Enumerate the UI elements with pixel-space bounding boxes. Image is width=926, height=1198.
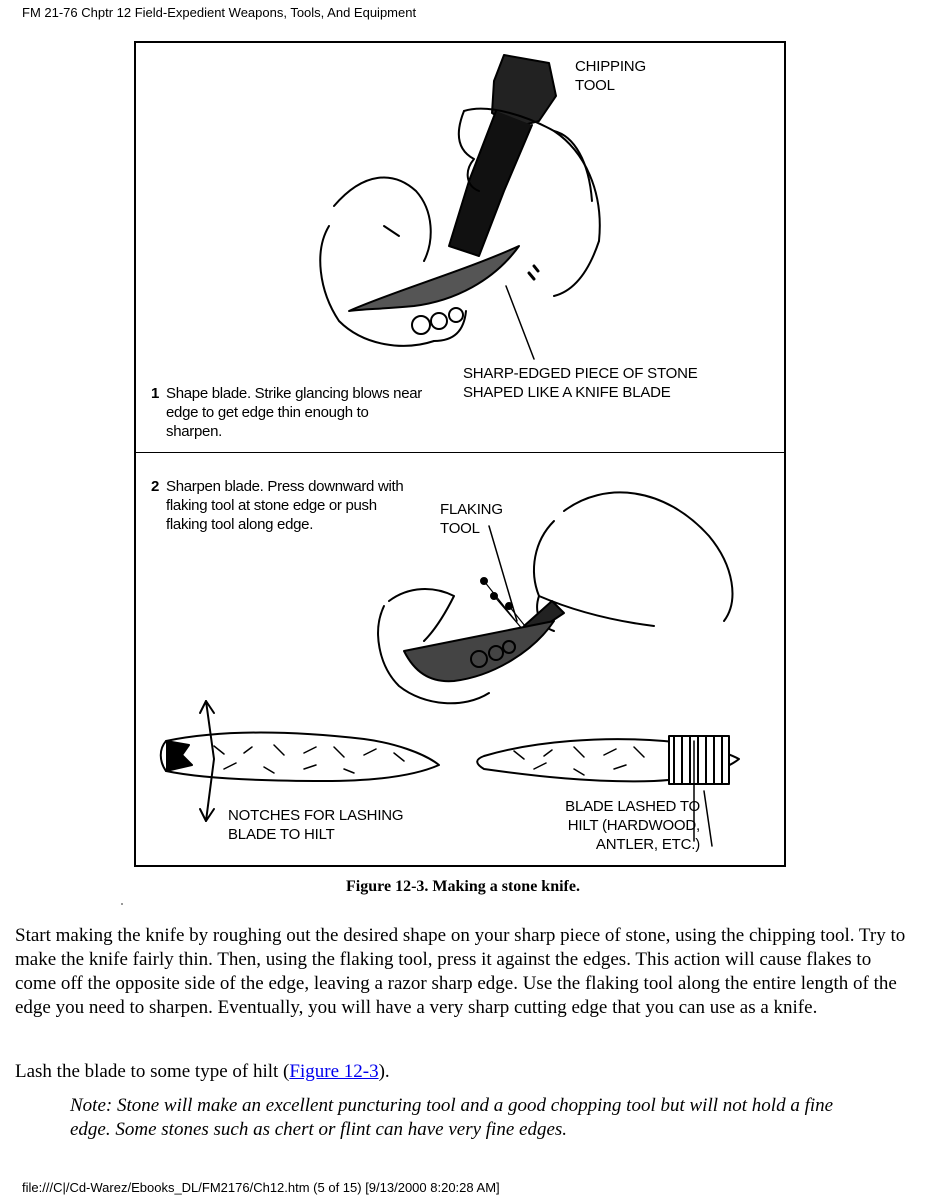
step-1-text: Shape blade. Strike glancing blows near edge to get edge thin enough to sharpen. (166, 385, 422, 440)
holding-hand-illustration (320, 177, 538, 359)
paragraph-2-tail: ). (378, 1061, 390, 1082)
step-1-instruction (151, 384, 426, 441)
paragraph-1: Start making the knife by roughing out the desired shape on your sharp piece of stone, using the chipping tool. Try to make the knife fairly thin. Then, using the flaking tool, press it against the edges. This action will cause flakes to come off the opposite side of the edge, leaving a razor sharp edge. Use the flaking tool along the entire length of the edge you need to sharpen. Eventually, you will have a very sharp cutting edge that you can use as a knife. (15, 925, 906, 1018)
page-header: FM 21-76 Chptr 12 Field-Expedient Weapons, Tools, And Equipment (22, 5, 417, 20)
figure-caption: Figure 12-3. Making a stone knife. (346, 878, 580, 895)
paragraph-2-lead: Lash the blade to some type of hilt ( (15, 1061, 290, 1082)
step-1-number: 1 (151, 385, 160, 402)
notched-blade-illustration (161, 701, 439, 821)
figure-illustration (134, 41, 786, 867)
flaking-tool-label: FLAKING TOOL (440, 501, 503, 537)
chipping-tool-label: CHIPPING TOOL (575, 58, 646, 94)
paragraph-2 (15, 1060, 910, 1084)
sharpening-hand-illustration (378, 589, 554, 703)
page-footer: file:///C|/Cd-Warez/Ebooks_DL/FM2176/Ch12.htm (5 of 15) [9/13/2000 8:20:28 AM] (22, 1180, 500, 1195)
step-2-instruction (151, 477, 416, 534)
figure-link[interactable]: Figure 12-3 (289, 1061, 379, 1082)
notches-label: NOTCHES FOR LASHING BLADE TO HILT (228, 807, 404, 843)
note-paragraph: Note: Stone will make an excellent puncturing tool and a good chopping tool but will not hold a fine edge. Some stones such as chert or flint can have very fine edges. (70, 1095, 834, 1140)
lashed-blade-label: BLADE LASHED TO HILT (HARDWOOD, ANTLER, ETC.) (565, 798, 700, 853)
stray-mark (121, 903, 123, 905)
step-2-text: Sharpen blade. Press downward with flaking tool at stone edge or push flaking tool along edge. (166, 478, 404, 533)
flaking-tool-illustration (481, 492, 732, 633)
step-2-number: 2 (151, 478, 160, 495)
stone-label: SHARP-EDGED PIECE OF STONE SHAPED LIKE A KNIFE BLADE (463, 365, 698, 401)
